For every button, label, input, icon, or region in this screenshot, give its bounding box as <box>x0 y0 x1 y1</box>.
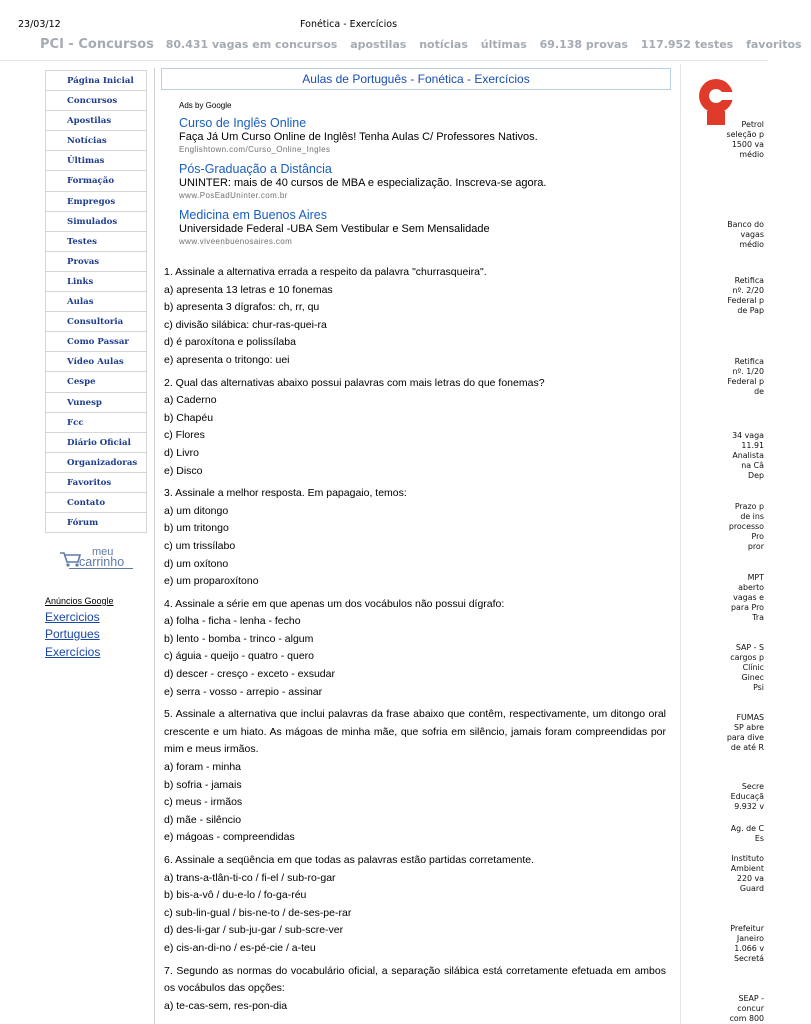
page-title: Aulas de Português - Fonética - Exercícios <box>161 68 671 90</box>
top-nav-provas[interactable]: 69.138 provas <box>539 38 628 51</box>
ad-title-link[interactable]: Curso de Inglês Online <box>179 116 307 130</box>
answer-option: c) divisão silábica: chur-ras-quei-ra <box>164 318 327 331</box>
ad-link-exercicios-2[interactable]: Exercícios <box>45 644 101 659</box>
ads-by-google-label: Ads by Google <box>179 101 232 110</box>
answer-option: e) um proparoxítono <box>164 575 259 588</box>
sidebar-item-organizadoras[interactable]: Organizadoras <box>46 453 146 473</box>
meu-carrinho-underline <box>69 568 133 569</box>
news-line[interactable]: Dep <box>748 471 764 480</box>
news-line[interactable]: Ag. de C <box>730 824 764 833</box>
sidebar-item-empregos[interactable]: Empregos <box>46 192 146 212</box>
top-nav-favoritos[interactable]: favoritos <box>746 38 802 51</box>
news-line[interactable]: Federal p <box>727 296 764 305</box>
answer-option: c) meus - irmãos <box>164 796 243 809</box>
news-line[interactable]: 220 va <box>736 874 764 883</box>
question <box>164 264 666 370</box>
sidebar-item-cespe[interactable]: Cespe <box>46 372 146 392</box>
answer-option: e) apresenta o tritongo: uei <box>164 353 290 366</box>
news-line[interactable]: com 800 <box>729 1014 764 1023</box>
ad-item <box>179 116 671 155</box>
shopping-cart-icon <box>59 551 81 567</box>
question <box>164 485 666 591</box>
news-line[interactable]: de <box>754 387 764 396</box>
ad-item <box>179 162 671 201</box>
ad-description: UNINTER: mais de 40 cursos de MBA e especialização. Inscreva-se agora. <box>179 177 547 189</box>
answer-option: e) mágoas - compreendidas <box>164 831 295 844</box>
question-stem: 2. Qual das alternativas abaixo possui palavras com mais letras do que fonemas? <box>164 376 545 389</box>
ad-link-exercicios[interactable]: Exercicios <box>45 609 100 624</box>
answer-option: d) um oxítono <box>164 557 229 570</box>
news-line[interactable]: Es <box>754 834 764 843</box>
questions-list <box>164 264 666 1020</box>
news-line[interactable]: Prazo p <box>734 502 764 511</box>
pci-logo-icon <box>691 74 741 126</box>
news-line[interactable]: Banco do <box>727 220 764 229</box>
news-line[interactable]: Instituto <box>731 854 764 863</box>
header-divider <box>0 60 768 61</box>
news-line[interactable]: 11.91 <box>741 441 764 450</box>
news-line[interactable]: Janeiro <box>736 934 764 943</box>
news-line[interactable]: aberto <box>738 583 764 592</box>
question-stem: 7. Segundo as normas do vocabulário oficial, a separação silábica está corretamente efetuada em ambos os vocábulos das opções: <box>164 964 666 995</box>
news-line[interactable]: 1500 va <box>731 140 764 149</box>
top-nav-testes[interactable]: 117.952 testes <box>640 38 734 51</box>
ads-block <box>179 101 671 254</box>
ad-link-portugues[interactable]: Portugues <box>45 627 100 641</box>
news-line[interactable]: Federal p <box>727 377 764 386</box>
answer-option: b) Chapéu <box>164 411 214 424</box>
top-nav <box>40 37 802 55</box>
answer-option: c) um trissílabo <box>164 539 236 552</box>
question <box>164 852 666 958</box>
sidebar-item-provas[interactable]: Provas <box>46 252 146 272</box>
news-line[interactable]: seleção p <box>726 130 764 139</box>
ad-description: Faça Já Um Curso Online de Inglês! Tenha Aulas C/ Professores Nativos. <box>179 131 538 143</box>
news-line[interactable]: Educaçã <box>730 792 764 801</box>
google-ads-heading: Anúncios Google <box>45 596 114 606</box>
ad-item <box>179 208 671 247</box>
sidebar-item-forum[interactable]: Fórum <box>46 513 146 533</box>
question <box>164 963 666 1016</box>
answer-option: d) mãe - silêncio <box>164 813 242 826</box>
sidebar-item-contato[interactable]: Contato <box>46 493 146 513</box>
sidebar-item-testes[interactable]: Testes <box>46 232 146 252</box>
news-line[interactable]: Tra <box>752 613 764 622</box>
sidebar-item-aulas[interactable]: Aulas <box>46 292 146 312</box>
question <box>164 375 666 481</box>
top-nav-vagas[interactable]: 80.431 vagas em concursos <box>165 38 338 51</box>
answer-option: d) descer - cresço - exceto - exsudar <box>164 668 335 681</box>
question-stem: 5. Assinale a alternativa que inclui palavras da frase abaixo que contêm, respectivamente, um ditongo oral crescente e um hiato. As mágoas de minha mãe, que sofria em silêncio, jamais foram compreendidas por mim e meus irmãos. <box>164 708 666 756</box>
answer-option: b) sofria - jamais <box>164 778 242 791</box>
meu-carrinho-line1: meu <box>92 546 114 558</box>
news-line[interactable]: nº. 1/20 <box>732 367 764 376</box>
sidebar-item-como-passar[interactable]: Como Passar <box>46 332 146 352</box>
sidebar-item-ultimas[interactable]: Últimas <box>46 151 146 171</box>
answer-option: a) folha - ficha - lenha - fecho <box>164 615 301 628</box>
news-line[interactable]: pror <box>747 542 764 551</box>
question-stem: 6. Assinale a seqüência em que todas as palavras estão partidas corretamente. <box>164 854 535 866</box>
answer-option: b) lento - bomba - trinco - algum <box>164 632 314 645</box>
sidebar-item-formacao[interactable]: Formação <box>46 171 146 191</box>
news-line[interactable]: de até R <box>730 743 764 752</box>
ad-title-link[interactable]: Pós-Graduação a Distância <box>179 162 332 176</box>
news-line[interactable]: Pro <box>751 532 764 541</box>
sidebar-nav <box>45 70 147 533</box>
answer-option: d) des-li-gar / sub-ju-gar / sub-scre-ver <box>164 924 344 937</box>
news-line[interactable]: na Câ <box>741 461 764 470</box>
answer-option: e) Disco <box>164 464 203 477</box>
sidebar-item-video-aulas[interactable]: Vídeo Aulas <box>46 352 146 372</box>
news-line[interactable]: Retifica <box>734 357 764 366</box>
sidebar-item-simulados[interactable]: Simulados <box>46 212 146 232</box>
news-line[interactable]: Petrol <box>741 120 764 129</box>
news-line[interactable]: SP abre <box>733 723 764 732</box>
sidebar-item-concursos[interactable]: Concursos <box>46 91 146 111</box>
page-header-title: Fonética - Exercícios <box>300 19 398 30</box>
answer-option: e) cis-an-di-no / es-pé-cie / a-teu <box>164 941 316 954</box>
sidebar-item-pagina-inicial[interactable]: Página Inicial <box>46 71 146 91</box>
news-line[interactable]: de Pap <box>737 306 764 315</box>
answer-option: a) foram - minha <box>164 761 242 774</box>
site-brand-link[interactable]: PCI - Concursos <box>40 37 154 52</box>
ad-url[interactable]: Englishtown.com/Curso_Online_Ingles <box>179 145 331 154</box>
news-line[interactable]: nº. 2/20 <box>732 286 764 295</box>
news-line[interactable]: de ins <box>740 512 764 521</box>
answer-option: a) trans-a-tlân-ti-co / fi-el / sub-ro-gar <box>164 871 336 884</box>
ad-url[interactable]: www.viveenbuenosaires.com <box>179 237 293 246</box>
news-line[interactable]: SEAP - <box>738 994 764 1003</box>
sidebar-item-diario-oficial[interactable]: Diário Oficial <box>46 433 146 453</box>
answer-option: b) um tritongo <box>164 522 229 535</box>
column-divider <box>154 68 155 1024</box>
ad-description: Universidade Federal -UBA Sem Vestibular e Sem Mensalidade <box>179 223 490 235</box>
news-line[interactable]: Ambient <box>730 864 764 873</box>
news-line[interactable]: 9.932 v <box>734 802 764 811</box>
answer-option: c) sub-lin-gual / bis-ne-to / de-ses-pe-rar <box>164 906 352 919</box>
answer-option: d) é paroxítona e polissílaba <box>164 336 296 349</box>
answer-option: b) bis-a-vô / du-e-lo / fo-ga-réu <box>164 889 307 902</box>
question-stem: 4. Assinale a série em que apenas um dos vocábulos não possui dígrafo: <box>164 597 505 610</box>
news-line[interactable]: FUMAS <box>736 713 764 722</box>
ad-url[interactable]: www.PosEadUninter.com.br <box>179 191 288 200</box>
news-line[interactable]: 1.066 v <box>734 944 764 953</box>
answer-option: b) apresenta 3 dígrafos: ch, rr, qu <box>164 301 320 314</box>
answer-option: d) Livro <box>164 446 200 459</box>
news-line[interactable]: cargos p <box>730 653 764 662</box>
news-line[interactable]: vagas <box>740 230 764 239</box>
news-line[interactable]: médio <box>739 240 764 249</box>
top-nav-noticias[interactable]: notícias <box>419 38 468 51</box>
news-line[interactable]: 34 vaga <box>732 431 764 440</box>
news-line[interactable]: MPT <box>747 573 764 582</box>
question <box>164 706 666 847</box>
sidebar-item-favoritos[interactable]: Favoritos <box>46 473 146 493</box>
news-line[interactable]: Secre <box>741 782 764 791</box>
sidebar-item-fcc[interactable]: Fcc <box>46 413 146 433</box>
answer-option: c) Flores <box>164 429 205 442</box>
meu-carrinho-line2: carrinho <box>79 555 125 569</box>
top-nav-ultimas[interactable]: últimas <box>480 38 527 51</box>
sidebar-item-consultoria[interactable]: Consultoria <box>46 312 146 332</box>
answer-option: a) um ditongo <box>164 504 229 517</box>
news-line[interactable]: Clínic <box>742 663 764 672</box>
answer-option: c) águia - queijo - quatro - quero <box>164 650 314 663</box>
news-line[interactable]: Ginec <box>741 673 764 682</box>
top-nav-apostilas[interactable]: apostilas <box>350 38 407 51</box>
news-line[interactable]: Guard <box>739 884 764 893</box>
sidebar-item-links[interactable]: Links <box>46 272 146 292</box>
meu-carrinho-link[interactable] <box>59 546 132 570</box>
page-header-date: 23/03/12 <box>18 19 61 30</box>
news-line[interactable]: Secretá <box>733 954 764 963</box>
news-line[interactable]: Retifica <box>734 276 764 285</box>
answer-option: a) Caderno <box>164 394 217 407</box>
news-line[interactable]: Analista <box>732 451 764 460</box>
news-line[interactable]: vagas e <box>733 593 764 602</box>
google-ads-side <box>45 596 150 659</box>
answer-option: a) te-cas-sem, res-pon-dia <box>164 999 288 1012</box>
answer-option: a) apresenta 13 letras e 10 fonemas <box>164 283 333 296</box>
question-stem: 1. Assinale a alternativa errada a respeito da palavra "churrasqueira". <box>164 266 487 278</box>
question <box>164 596 666 702</box>
sidebar-item-noticias[interactable]: Notícias <box>46 131 146 151</box>
news-line[interactable]: Prefeitur <box>730 924 764 933</box>
news-line[interactable]: médio <box>739 150 764 159</box>
news-line[interactable]: processo <box>728 522 764 531</box>
news-line[interactable]: para Pro <box>731 603 764 612</box>
news-line[interactable]: para dive <box>726 733 764 742</box>
right-news-column <box>680 64 768 1024</box>
news-line[interactable]: Psi <box>753 683 764 692</box>
question-stem: 3. Assinale a melhor resposta. Em papagaio, temos: <box>164 487 407 500</box>
answer-option: e) serra - vosso - arrepio - assinar <box>164 685 323 698</box>
ad-title-link[interactable]: Medicina em Buenos Aires <box>179 208 327 222</box>
sidebar-item-vunesp[interactable]: Vunesp <box>46 393 146 413</box>
news-line[interactable]: concur <box>737 1004 764 1013</box>
sidebar-item-apostilas[interactable]: Apostilas <box>46 111 146 131</box>
news-line[interactable]: SAP - S <box>735 643 764 652</box>
